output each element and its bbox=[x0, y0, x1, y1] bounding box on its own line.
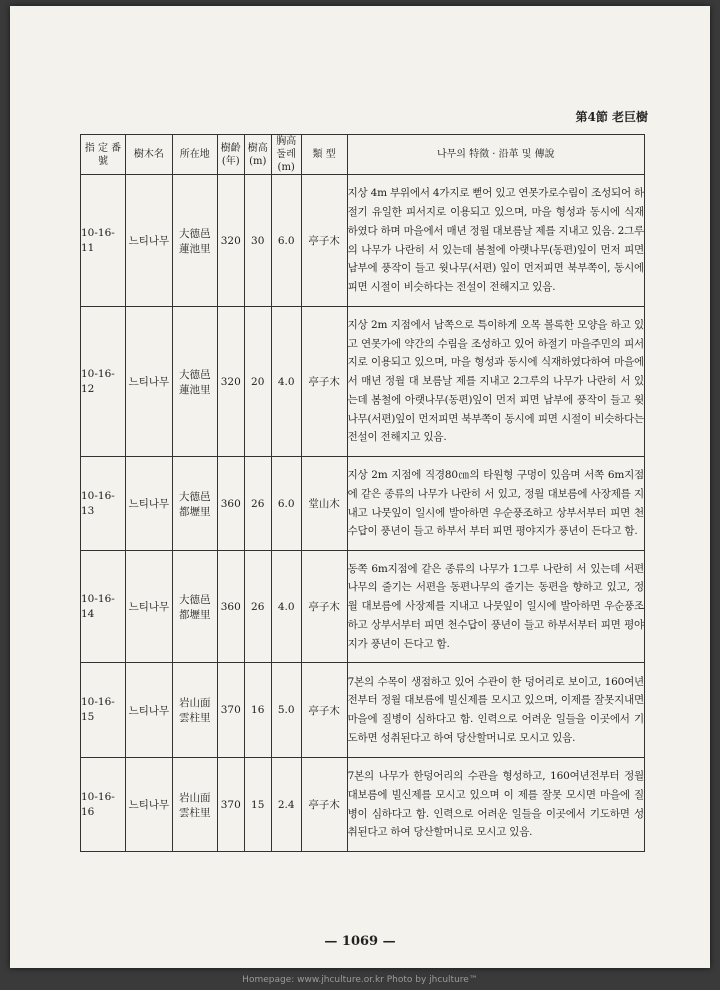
row-girth: 6.0 bbox=[271, 175, 301, 307]
row-height: 16 bbox=[244, 663, 271, 758]
row-height: 26 bbox=[244, 551, 271, 663]
row-height: 30 bbox=[244, 175, 271, 307]
document-page bbox=[10, 6, 710, 968]
row-type: 亭子木 bbox=[301, 758, 347, 852]
row-girth: 2.4 bbox=[271, 758, 301, 852]
row-type: 亭子木 bbox=[301, 663, 347, 758]
row-type: 亭子木 bbox=[301, 175, 347, 307]
header-name: 樹木名 bbox=[125, 135, 172, 175]
tree-table bbox=[80, 134, 645, 852]
row-id: 10-16-13 bbox=[81, 457, 126, 551]
header-height: 樹高 (m) bbox=[244, 135, 271, 175]
table-row bbox=[81, 663, 645, 758]
row-id: 10-16-14 bbox=[81, 551, 126, 663]
row-desc: 지상 4m 부위에서 4가지로 뻗어 있고 연못가로수림이 조성되어 하절기 유일한 피서지로 이용되고 있으며, 마을 형성과 동시에 식재 하였다 하며 마을에서 매년 정월 대보름날 제를 지내고 있음. 2그루의 나무가 나란히 서 있는데 봄철에 아랫나무(동편)잎이 먼저 피면 남부에 풍작이 들고 윗나무(서편) 잎이 먼저피면 북부쪽이, 동시에 피면 시절이 비슷하다는 전설이 전해지고 있음. bbox=[347, 175, 644, 307]
row-desc: 지상 2m 지점에 직경80㎝의 타원형 구멍이 있음며 서쪽 6m지점에 같은 종류의 나무가 나란히 서 있고, 정월 대보름에 사장제를 지내고 나뭇잎이 일시에 발아하면 우순풍조하고 상부서부터 피면 천수답이 풍년이 들고 하부서 부터 피면 평야지가 풍년이 든다고 함. bbox=[347, 457, 644, 551]
row-desc: 7본의 수목이 생점하고 있어 수관이 한 덩어리로 보이고, 160여년전부터 정월 대보름에 빌신제를 모시고 있으며, 이제를 잘못지내면 마을에 질병이 심하다고 함. 인력으로 어려운 일들을 이곳에서 기도하면 성취된다고 하여 당산할머니로 모시고 있음. bbox=[347, 663, 644, 758]
row-girth: 5.0 bbox=[271, 663, 301, 758]
header-girth: 胸高둘레(m) bbox=[271, 135, 301, 175]
row-id: 10-16-16 bbox=[81, 758, 126, 852]
header-location: 所在地 bbox=[172, 135, 217, 175]
table-header-row bbox=[81, 135, 645, 175]
row-location: 大德邑 都壢里 bbox=[172, 457, 217, 551]
row-height: 26 bbox=[244, 457, 271, 551]
row-name: 느티나무 bbox=[125, 175, 172, 307]
header-age: 樹齡 (年) bbox=[217, 135, 244, 175]
row-type: 亭子木 bbox=[301, 307, 347, 457]
row-location: 岩山面 雲柱里 bbox=[172, 663, 217, 758]
row-height: 15 bbox=[244, 758, 271, 852]
row-name: 느티나무 bbox=[125, 758, 172, 852]
header-id: 指 定 番 號 bbox=[81, 135, 126, 175]
row-location: 大德邑 蓮池里 bbox=[172, 307, 217, 457]
table-row bbox=[81, 307, 645, 457]
row-age: 320 bbox=[217, 175, 244, 307]
row-girth: 4.0 bbox=[271, 551, 301, 663]
row-location: 大德邑 蓮池里 bbox=[172, 175, 217, 307]
row-girth: 6.0 bbox=[271, 457, 301, 551]
photo-credit: Homepage: www.jhculture.or.kr Photo by jhculture™ bbox=[242, 975, 478, 985]
row-type: 堂山木 bbox=[301, 457, 347, 551]
table-row bbox=[81, 551, 645, 663]
row-desc: 7본의 나무가 한덩어리의 수관을 형성하고, 160여년전부터 정월 대보름에 빌신제를 모시고 있으며 이 제를 잘못 모시면 마을에 질병이 심하다고 함. 인력으로 어려운 일들을 이곳에서 기도하면 성취된다고 하여 당산할머니로 모시고 있음. bbox=[347, 758, 644, 852]
row-desc: 동쪽 6m지점에 같은 종류의 나무가 1그루 나란히 서 있는데 서편나무의 줄기는 서편을 동편나무의 줄기는 동편을 향하고 있고, 정월 대보름에 사장제를 지내고 나뭇잎이 일시에 발아하면 우순풍조하고 상부서부터 피면 천수답이 풍년이 들고 하부서부터 피면 평야지가 풍년이 든다고 함. bbox=[347, 551, 644, 663]
row-name: 느티나무 bbox=[125, 551, 172, 663]
section-header: 第4節 老巨樹 bbox=[575, 110, 648, 124]
row-age: 370 bbox=[217, 663, 244, 758]
row-location: 大德邑 都壢里 bbox=[172, 551, 217, 663]
row-location: 岩山面 雲柱里 bbox=[172, 758, 217, 852]
row-id: 10-16-12 bbox=[81, 307, 126, 457]
row-age: 320 bbox=[217, 307, 244, 457]
row-height: 20 bbox=[244, 307, 271, 457]
header-type: 類 型 bbox=[301, 135, 347, 175]
row-age: 360 bbox=[217, 457, 244, 551]
row-age: 370 bbox=[217, 758, 244, 852]
table-row bbox=[81, 758, 645, 852]
table-row bbox=[81, 175, 645, 307]
row-age: 360 bbox=[217, 551, 244, 663]
row-id: 10-16-15 bbox=[81, 663, 126, 758]
row-type: 亭子木 bbox=[301, 551, 347, 663]
row-id: 10-16-11 bbox=[81, 175, 126, 307]
row-name: 느티나무 bbox=[125, 307, 172, 457]
row-name: 느티나무 bbox=[125, 663, 172, 758]
page-number: — 1069 — bbox=[324, 934, 396, 949]
row-girth: 4.0 bbox=[271, 307, 301, 457]
row-desc: 지상 2m 지점에서 남쪽으로 특이하게 오목 볼록한 모양을 하고 있고 연못가에 약간의 수림을 조성하고 있어 하절기 마을주민의 피서지로 이용되고 있으며, 마을 형성과 동시에 식재하였다하여 마을에서 매년 정월 대 보름날 제를 지내고 2그루의 나무가 나란히 서 있는데 봄철에 아랫나무(동편)잎이 먼저 피면 남부에 풍작이 들고 윗나무(서편)잎이 먼저피면 북부쪽이 동시에 피면 시절이 비슷하다는 전설이 전해지고 있음. bbox=[347, 307, 644, 457]
table-row bbox=[81, 457, 645, 551]
header-desc: 나무의 特徵 · 沿革 및 傳說 bbox=[347, 135, 644, 175]
row-name: 느티나무 bbox=[125, 457, 172, 551]
